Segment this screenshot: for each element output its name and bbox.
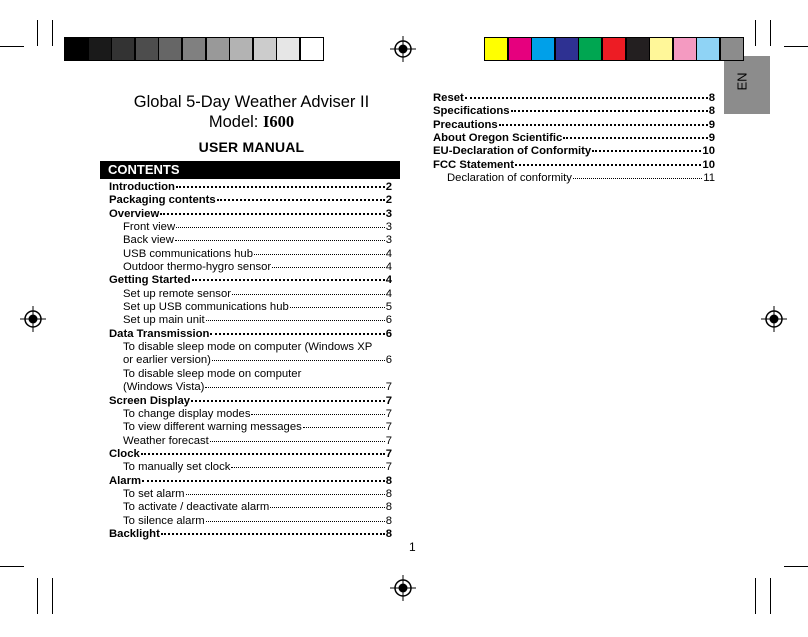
toc-leader-dots: [270, 507, 384, 508]
toc-entry-page: 10: [702, 145, 715, 158]
color-swatch: [135, 37, 159, 61]
product-title: [100, 92, 403, 132]
toc-leader-dots: [210, 441, 385, 442]
toc-leader-dots: [141, 453, 385, 455]
toc-entry-page: 8: [385, 527, 392, 540]
toc-entry-page: 7: [385, 447, 392, 460]
color-swatch: [578, 37, 602, 61]
toc-entry[interactable]: [109, 288, 392, 301]
toc-entry[interactable]: [433, 119, 715, 132]
toc-entry[interactable]: [109, 354, 392, 367]
toc-entry-label: To change display modes: [123, 407, 251, 420]
color-swatch: [602, 37, 626, 61]
crop-mark-br-h: [784, 566, 808, 567]
crop-mark-bl-v: [37, 578, 38, 614]
toc-entry[interactable]: [433, 145, 715, 158]
toc-entry-label: USB communications hub: [123, 247, 253, 260]
toc-entry[interactable]: [109, 501, 392, 514]
toc-entry-label: Precautions: [433, 118, 498, 131]
toc-entry-page: 2: [385, 194, 392, 207]
toc-entry-label: or earlier version): [123, 354, 211, 367]
user-manual-heading: USER MANUAL: [198, 139, 305, 155]
toc-entry-page: 8: [708, 92, 715, 104]
contents-heading: CONTENTS: [100, 161, 400, 179]
toc-entry-label: (Windows Vista): [123, 381, 205, 394]
toc-leader-dots: [206, 521, 385, 522]
toc-entry-page: 7: [385, 434, 392, 447]
toc-leader-dots: [210, 333, 384, 335]
toc-leader-dots: [217, 199, 385, 201]
toc-entry-page: 10: [702, 158, 715, 171]
crop-mark-mid-top: [52, 20, 53, 46]
toc-entry-page: 6: [385, 327, 392, 340]
toc-entry-page: 6: [385, 314, 392, 327]
toc-entry[interactable]: [109, 274, 392, 287]
toc-entry-label: Reset: [433, 92, 464, 104]
toc-entry-page: 3: [385, 207, 392, 220]
crop-mark-tl-v: [37, 20, 38, 46]
toc-entry-page: 4: [385, 247, 392, 260]
color-swatch: [508, 37, 532, 61]
toc-entry[interactable]: [109, 515, 392, 528]
model-number: I600: [262, 112, 295, 131]
toc-entry[interactable]: [433, 172, 715, 185]
toc-entry-page: 6: [385, 354, 392, 367]
toc-entry[interactable]: [109, 221, 392, 234]
model-label: Model:: [208, 113, 263, 131]
toc-entry-label: Set up main unit: [123, 314, 205, 327]
toc-entry[interactable]: [433, 105, 715, 118]
registration-mark-left: [20, 306, 46, 332]
crop-mark-mid-top-r: [755, 20, 756, 46]
toc-entry-label: To manually set clock: [123, 461, 231, 474]
toc-entry-page: 9: [708, 132, 715, 145]
toc-leader-dots: [142, 480, 385, 482]
toc-entry[interactable]: [109, 528, 392, 541]
crop-mark-mid-bot: [52, 578, 53, 614]
toc-entry[interactable]: [109, 301, 392, 314]
toc-entry-label: Clock: [109, 447, 140, 460]
toc-entry-page: 7: [385, 461, 392, 474]
toc-entry[interactable]: [109, 261, 392, 274]
toc-leader-dots: [573, 178, 702, 179]
toc-leader-dots: [205, 387, 384, 388]
registration-mark-top: [390, 36, 416, 62]
product-name: Global 5-Day Weather Adviser II: [133, 93, 370, 111]
toc-entry-page: 3: [385, 234, 392, 247]
toc-entry[interactable]: [109, 408, 392, 421]
toc-entry[interactable]: [109, 328, 392, 341]
toc-entry-page: 7: [385, 394, 392, 407]
toc-entry-page: 3: [385, 221, 392, 234]
color-swatch: [111, 37, 135, 61]
color-swatch: [276, 37, 300, 61]
toc-leader-dots: [186, 494, 385, 495]
language-tab-label: EN: [734, 72, 750, 91]
toc-leader-dots: [303, 427, 385, 428]
toc-entry[interactable]: [109, 314, 392, 327]
toc-entry[interactable]: [109, 421, 392, 434]
toc-entry-page: 11: [703, 172, 715, 185]
toc-entry-label: Overview: [109, 207, 160, 220]
toc-leader-dots: [175, 240, 385, 241]
toc-entry[interactable]: [109, 208, 392, 221]
toc-leader-dots: [272, 267, 385, 268]
toc-entry[interactable]: [109, 341, 392, 354]
toc-leader-dots: [232, 294, 385, 295]
toc-leader-dots: [592, 150, 701, 152]
model-line: [100, 112, 403, 132]
toc-entry-label: About Oregon Scientific: [433, 132, 563, 145]
toc-leader-dots: [212, 360, 385, 361]
color-swatch: [720, 37, 744, 61]
toc-entry[interactable]: [109, 234, 392, 247]
toc-leader-dots: [192, 279, 385, 281]
toc-entry-label: Set up USB communications hub: [123, 301, 289, 314]
crop-mark-tl-h: [0, 46, 24, 47]
toc-leader-dots: [290, 307, 385, 308]
toc-entry-label: Weather forecast: [123, 434, 209, 447]
crop-mark-tr-h: [784, 46, 808, 47]
toc-entry-label: To silence alarm: [123, 514, 205, 527]
toc-leader-dots: [465, 97, 708, 99]
color-swatch: [229, 37, 253, 61]
toc-entry-label: To disable sleep mode on computer: [123, 367, 302, 380]
color-swatch: [158, 37, 182, 61]
color-swatch: [531, 37, 555, 61]
language-tab: [724, 56, 770, 114]
toc-entry-label: Outdoor thermo-hygro sensor: [123, 261, 272, 274]
toc-entry[interactable]: [109, 381, 392, 394]
toc-entry-label: To disable sleep mode on computer (Windows XP: [123, 341, 373, 354]
color-swatch: [555, 37, 579, 61]
table-of-contents-right: [433, 92, 715, 185]
toc-entry[interactable]: [109, 395, 392, 408]
toc-entry-page: 2: [385, 181, 392, 193]
color-swatch: [88, 37, 112, 61]
registration-mark-bottom: [390, 575, 416, 601]
toc-entry-label: Getting Started: [109, 274, 191, 287]
toc-entry-label: Front view: [123, 221, 176, 234]
toc-entry-page: 8: [385, 487, 392, 500]
toc-entry[interactable]: [109, 248, 392, 261]
toc-leader-dots: [511, 110, 708, 112]
toc-entry-label: Packaging contents: [109, 194, 216, 207]
toc-entry-label: Specifications: [433, 105, 510, 118]
toc-entry-page: 7: [385, 421, 392, 434]
color-swatch: [696, 37, 720, 61]
registration-mark-right: [761, 306, 787, 332]
toc-leader-dots: [161, 533, 385, 535]
color-swatch: [484, 37, 508, 61]
toc-leader-dots: [251, 414, 384, 415]
toc-leader-dots: [206, 320, 385, 321]
toc-entry-label: To view different warning messages: [123, 421, 302, 434]
toc-leader-dots: [231, 467, 384, 468]
toc-entry[interactable]: [433, 159, 715, 172]
toc-entry-label: Backlight: [109, 527, 160, 540]
toc-entry[interactable]: [433, 132, 715, 145]
toc-leader-dots: [176, 186, 385, 188]
color-swatch: [64, 37, 88, 61]
toc-entry-page: 9: [708, 118, 715, 131]
color-swatch: [206, 37, 230, 61]
color-swatch: [649, 37, 673, 61]
color-swatch: [182, 37, 206, 61]
toc-entry[interactable]: [109, 368, 392, 381]
crop-mark-mid-bot-r: [755, 578, 756, 614]
toc-leader-dots: [160, 213, 384, 215]
toc-entry[interactable]: [109, 435, 392, 448]
toc-leader-dots: [499, 124, 708, 126]
color-swatch: [673, 37, 697, 61]
toc-leader-dots: [254, 254, 385, 255]
toc-entry-page: 8: [385, 501, 392, 514]
toc-entry-page: 8: [708, 105, 715, 118]
crop-mark-bl-h: [0, 566, 24, 567]
toc-leader-dots: [563, 137, 707, 139]
color-swatch: [253, 37, 277, 61]
toc-entry-page: 8: [385, 514, 392, 527]
toc-entry-page: 4: [385, 261, 392, 274]
toc-entry-page: 7: [385, 381, 392, 394]
toc-entry-label: Introduction: [109, 181, 175, 193]
toc-leader-dots: [191, 400, 385, 402]
toc-entry-label: Screen Display: [109, 394, 191, 407]
toc-entry[interactable]: [109, 194, 392, 207]
color-swatch: [300, 37, 324, 61]
toc-entry-label: Data Transmission: [109, 327, 210, 340]
toc-entry-page: 7: [385, 407, 392, 420]
toc-leader-dots: [515, 164, 701, 166]
crop-mark-tr-v: [770, 20, 771, 46]
toc-leader-dots: [176, 227, 385, 228]
toc-entry-page: 8: [385, 474, 392, 487]
table-of-contents-left: [109, 181, 392, 541]
toc-entry-page: 4: [385, 287, 392, 300]
toc-entry[interactable]: [109, 461, 392, 474]
toc-entry-label: Declaration of conformity: [447, 172, 572, 185]
toc-entry-label: Set up remote sensor: [123, 287, 232, 300]
toc-entry[interactable]: [109, 475, 392, 488]
toc-entry-label: To set alarm: [123, 487, 185, 500]
crop-mark-br-v: [770, 578, 771, 614]
toc-entry-label: Back view: [123, 234, 174, 247]
color-swatch: [626, 37, 650, 61]
page-number: 1: [409, 540, 416, 554]
toc-entry[interactable]: [109, 448, 392, 461]
toc-entry-page: 5: [385, 301, 392, 314]
toc-entry[interactable]: [109, 181, 392, 194]
toc-entry-label: EU-Declaration of Conformity: [433, 145, 592, 158]
toc-entry-label: FCC Statement: [433, 158, 514, 171]
toc-entry[interactable]: [433, 92, 715, 105]
toc-entry-label: To activate / deactivate alarm: [123, 501, 270, 514]
toc-entry-label: Alarm: [109, 474, 142, 487]
toc-entry-page: 4: [385, 274, 392, 287]
toc-entry[interactable]: [109, 488, 392, 501]
